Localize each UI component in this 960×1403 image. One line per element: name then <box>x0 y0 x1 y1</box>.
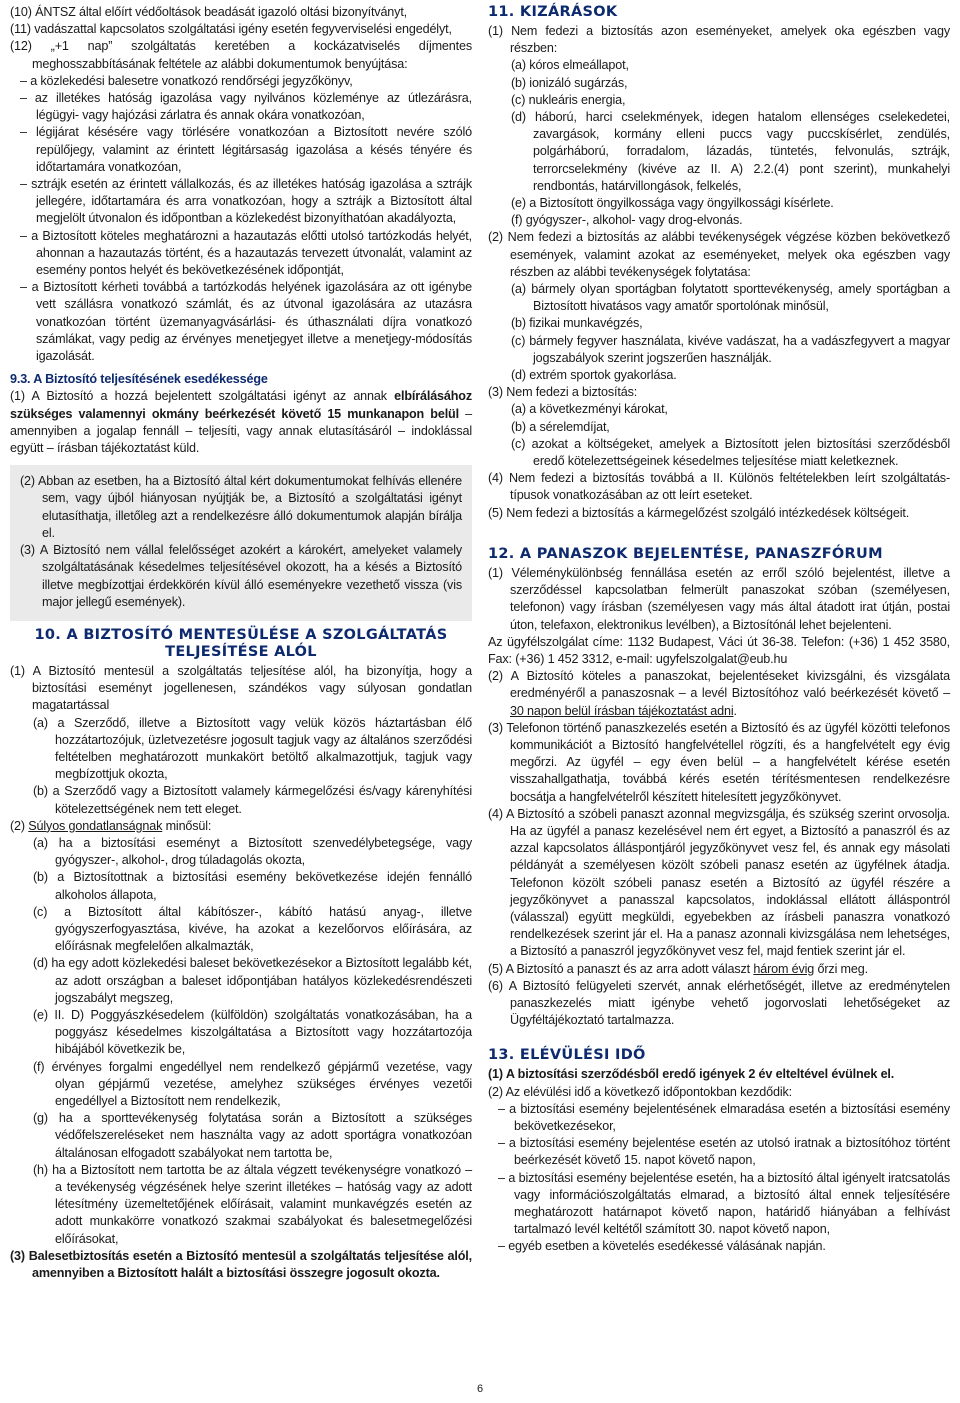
text-run: őrzi meg. <box>814 961 868 976</box>
section-11-paragraph-4: (4) Nem fedezi a biztosítás továbbá a II. Különös feltételekben leírt szolgáltatás-típusok vonatkozásában az ott leírt eseteket. <box>488 471 950 503</box>
section-12-paragraph-2 <box>488 668 950 720</box>
intro-item-12: (12) „+1 nap” szolgáltatás keretében a kockázatviselés díjmentes meghosszabbításának feltétele az alábbi dokumentumok benyújtása: <box>10 39 472 71</box>
section-13-dash-item: – a biztosítási esemény bejelentése esetén, ha a biztosító által igényelt iratcsatolás vagy információszolgáltatás elmarad, a biztosító által ennek teljesítésére meghatározott határnapot követő napon, határidő hiányában a felhívást tartalmazó levél keltétől számított 30. napot követő napon, <box>498 1170 950 1237</box>
section-13-heading: 13. ELÉVÜLÉSI IDŐ <box>488 1047 646 1064</box>
note-paragraph-3: (3) A Biztosító nem vállal felelősséget azokért a károkért, amelyeket valamely szolgáltatásának késedelmes teljesítésével okozott, ha a késés a Biztosító illetve megbízottjai érdekkörén kívül álló eseményekre vezethető vissza (vis major jellegű események). <box>20 543 462 609</box>
section-10-2-item: (g) ha a sporttevékenység folytatása során a Biztosított a szükséges védőfelszereléseket nem használta vagy az adott sportágra vonatkozóan általánosan elfogadott szabályokat nem tartotta be, <box>33 1111 472 1160</box>
section-11-1-item: (a) kóros elmeállapot, <box>511 58 629 73</box>
section-11-2-item: (c) bármely fegyver használata, kivéve vadászat, ha a vadászfegyvert a magyar jogszabályok szerint jogszerűen használják. <box>511 333 950 365</box>
section-11-heading: 11. KIZÁRÁSOK <box>488 4 618 20</box>
dash-item: – sztrájk esetén az érintett vállalkozás, és az illetékes hatóság igazolása a sztrájk jellegére, időtartamára és arra vonatkozóan, hogy a sztrájk a Biztosított által megjelölt útvonalon és időpontban a közlekedést bizonyíthatóan akadályozta, <box>20 177 472 226</box>
text-run: minősül: <box>162 818 212 833</box>
section-10-2-item: (a) ha a biztosítási eseményt a Biztosított szenvedélybetegsége, vagy gyógyszer-, alkohol-, drog túladagolás okozta, <box>33 835 472 868</box>
intro-item-11: (11) vadászattal kapcsolatos szolgáltatási igény esetén fegyverviselési engedélyt, <box>10 22 452 37</box>
section-10-paragraph-3: (3) Balesetbiztosítás esetén a Biztosító mentesül a szolgáltatás teljesítése alól, amennyiben a Biztosított halált a biztosítási összegre jogosult okozta. <box>10 1248 472 1281</box>
page-number: 6 <box>476 1383 484 1395</box>
section-13-paragraph-1: (1) A biztosítási szerződésből eredő igények 2 év elteltével évülnek el. <box>488 1067 895 1082</box>
section-11-1-item: (b) ionizáló sugárzás, <box>511 75 628 90</box>
underlined-term: Súlyos gondatlanságnak <box>28 818 163 833</box>
dash-item: – a közlekedési balesetre vonatkozó rendőrségi jegyzőkönyv, <box>20 73 353 88</box>
section-12-paragraph-6: (6) A Biztosító felügyeleti szervét, annak elérhetőségét, illetve az eredménytelen panaszkezelés miatt igénybe vehető jogorvoslati lehetőségeket az Ügyféltájékoztató tartalmazza. <box>488 978 950 1028</box>
text-run: (5) A Biztosító a panaszt és az arra adott választ <box>488 961 754 976</box>
section-10-paragraph-1: (1) A Biztosító mentesül a szolgáltatás teljesítése alól, ha bizonyítja, hogy a biztosítási eseményt jogellenesen, szándékos vagy súlyosan gondatlan magatartással <box>10 663 472 713</box>
section-12-paragraph-4: (4) A Biztosító a szóbeli panaszt azonnal megvizsgálja, és szükség szerint orvosolja. Ha az ügyfél a panasz kezelésével nem ért egyet, a Biztosító a panaszról és az azzal kapcsolatos álláspontjáról jegyzőkönyvet vesz fel, és annak egy másolati példányát a személyesen közölt szóbeli panasz esetén az ügyfélnek átadja. Telefonon közölt szóbeli panasz esetén a Biztosító az ügyfél részére a jegyzőkönyvet a panasszal kapcsolatos, indoklással ellátott álláspontról (válasszal) együtt megküldi, egyebekben az írásbeli panaszra vonatkozó rendelkezések szerint jár el. Ha a panasz azonnali kivizsgálása nem lehetséges, a Biztosító a panaszról jegyzőkönyvet vesz fel, majd fentiek szerint jár el. <box>488 806 950 959</box>
text-run: (1) A Biztosító a hozzá bejelentett szolgáltatási igényt az annak <box>10 389 395 404</box>
section-11-3-item: (a) a következményi károkat, <box>511 402 668 417</box>
note-paragraph-2: (2) Abban az esetben, ha a Biztosító által kért dokumentumokat felhívás ellenére sem, vagy újból hiányosan nyújtják be, a Biztosító a szolgáltatási igényt elutasíthatja, illetőleg azt a rendelkezésre álló dokumentumok alapján bírálja el. <box>20 474 462 540</box>
section-12-heading: 12. A PANASZOK BEJELENTÉSE, PANASZFÓRUM <box>488 545 883 562</box>
section-10-heading: 10. A BIZTOSÍTÓ MENTESÜLÉSE A SZOLGÁLTATÁS TELJESÍTÉSE ALÓL <box>34 626 448 660</box>
section-11-paragraph-5: (5) Nem fedezi a biztosítás a kármegelőzést szolgáló intézkedések költségeit. <box>488 505 910 520</box>
section-10-paragraph-2 <box>10 818 472 835</box>
section-10-2-item: (b) a Biztosítottnak a biztosítási esemény bekövetkezése idején fennálló alkoholos állapota, <box>33 870 472 902</box>
section-11-1-item: (c) nukleáris energia, <box>511 92 626 107</box>
section-10-item-b: (b) a Szerződő vagy a Biztosított valamely kármegelőzési és/vagy kárenyhítési kötelezettségének nem tett eleget. <box>33 784 472 816</box>
section-11-3-item: (c) azokat a költségeket, amelyek a Biztosított jelen biztosítási szerződésből eredő kötelezettségeinek késedelmes teljesítése miatt keletkeznek. <box>511 436 950 469</box>
note-box <box>10 465 472 621</box>
text-run: . <box>733 703 737 718</box>
dash-item: – az illetékes hatóság igazolása vagy nyilvános közleménye az útlezárásra, légügyi- vagy hajózási zárlatra és annak okára vonatkozóan, <box>20 91 472 123</box>
right-column <box>488 4 950 1256</box>
section-12-paragraph-5 <box>488 961 950 978</box>
emphasis-text: elbírálásához szükséges valamennyi okmány beérkezését követő 15 munkanapon belül <box>10 389 472 421</box>
left-column <box>10 4 472 1282</box>
section-11-paragraph-2: (2) Nem fedezi a biztosítás az alábbi tevékenységek végzése közben bekövetkező események, valamint azokat az eseményeket, melyek oka egészben vagy részben az alábbi tevékenységek folytatása: <box>488 230 950 279</box>
section-12-paragraph-1: (1) Véleménykülönbség fennállása esetén az erről szóló bejelentést, illetve a szerződéssel kapcsolatban felmerült panaszokat szóban (személyesen, telefonon) vagy írásban (személyesen vagy más által átadott irat útján, postai úton, telefaxon, elektronikus levélben), a Biztosítónál lehet bejelenteni. <box>488 565 950 632</box>
section-10-2-item: (c) a Biztosított által kábítószer-, kábító hatású anyag-, illetve gyógyszerfogyasztása, kivéve, ha azokat a kezelőorvos előírására, az előírásnak megfelelően alkalmazták, <box>33 904 472 954</box>
section-11-1-item: (e) a Biztosított öngyilkossága vagy öngyilkossági kísérlete. <box>511 196 834 211</box>
section-11-2-item: (b) fizikai munkavégzés, <box>511 316 643 331</box>
section-9-3-paragraph-1 <box>10 388 472 457</box>
underlined-term: 30 napon belül írásban tájékoztatást adni <box>510 703 734 718</box>
section-11-paragraph-3: (3) Nem fedezi a biztosítás: <box>488 385 638 400</box>
underlined-term: három évig <box>753 961 815 976</box>
section-13-paragraph-2: (2) Az elévülési idő a következő időpontokban kezdődik: <box>488 1084 792 1099</box>
text-run: – amennyiben a jogalap fennáll – teljesíti, vagy annak elutasításáról – indoklással együtt – írásban tájékoztatást küld. <box>10 406 473 456</box>
dash-item: – légijárat késésére vagy törlésére vonatkozóan a Biztosított nevére szóló repülőjegy, valamint az érintett légitársaság igazolása a késés tényére és időtartamára vonatkozóan, <box>20 125 472 174</box>
section-12-contact: Az ügyfélszolgálat címe: 1132 Budapest, Váci út 36-38. Telefon: (+36) 1 452 3580, Fax: (+36) 1 452 3312, e-mail: ugyfelszolgalat@eub.hu <box>488 634 950 666</box>
text-run: (2) <box>10 818 29 833</box>
section-13-dash-item: – a biztosítási esemény bejelentése esetén az utolsó iratnak a biztosítóhoz történt beérkezését követő 15. napot követő napon, <box>498 1136 950 1168</box>
section-11-3-item: (b) a sérelemdíjat, <box>511 419 610 434</box>
dash-item: – a Biztosított köteles meghatározni a hazautazás előtti utolsó tartózkodás helyét, ahonnan a hazautazás történt, és a hazautazás tervezett útvonalát, valamint az esemény pontos helyét és bekövetkezésének időpontját, <box>20 228 472 278</box>
section-10-2-item: (d) ha egy adott közlekedési baleset bekövetkezésekor a Biztosított legalább két, az adott országban a baleset időpontjában hatályos közlekedésrendészeti jogszabályt megszeg, <box>33 956 472 1005</box>
text-run: (2) A Biztosító köteles a panaszokat, bejelentéseket kivizsgálni, és vizsgálata eredményéről a panaszosnak – a levél Biztosítóhoz való beérkezését követő – <box>488 669 950 701</box>
section-11-2-item: (d) extrém sportok gyakorlása. <box>511 368 677 383</box>
section-10-2-item: (f) érvényes forgalmi engedéllyel nem rendelkező gépjármű vezetése, vagy olyan gépjármű vezetése, amelyhez szükséges érvényes vezetői engedéllyel a Biztosított nem rendelkezik, <box>33 1059 472 1108</box>
section-11-1-item: (d) háború, harci cselekmények, idegen hatalom ellenséges cselekedetei, zavargások, kormány elleni puccs vagy puccskísérlet, zendülés, polgárháború, forradalom, lázadás, tüntetés, felvonulás, sztrájk, terrorcselekmény (kivéve az II. A) 2.2.(4) pont szerint), munkahelyi rendbontás, határvillongások, felkelés, <box>511 110 950 193</box>
section-13-dash-item: – egyéb esetben a követelés esedékessé válásának napján. <box>498 1239 826 1254</box>
section-10-2-item: (h) ha a Biztosított nem tartotta be az általa végzett tevékenységre vonatkozó – a tevékenység végzésének helye szerint illetékes – hatóság vagy az adott létesítmény üzemeltetőjének előírásait, valamint munkavégzés esetén az adott munkakörre vonatkozó szakmai szabályokat és balesetmegelőzési előírásokat, <box>33 1162 472 1246</box>
dash-item: – a Biztosított kérheti továbbá a tartózkodás helyének igazolására az ott igénybe vett szállásra vonatkozó számlát, és az útvonal igazolására az utazásra vonatkozóan történt üzemanyagvásárlási- és úthasználati díjra vonatkozó számlákat, vagy pedig az érvényes menetjegyet illetve a menetjegy-módosítás igazolását. <box>20 280 472 364</box>
section-10-item-a: (a) a Szerződő, illetve a Biztosított vagy velük közös háztartásban élő hozzátartozójuk, üzletvezetésre jogosult tagjuk vagy az általános szerződési feltételben meghatározott munkakört betöltő alkalmazottjuk, tagjuk vagy megbízottjuk okozta, <box>33 715 472 782</box>
section-10-2-item: (e) II. D) Poggyászkésedelem (külföldön) szolgáltatás vonatkozásában, ha a poggyász késedelmes kiszolgáltatása a Biztosított vagy hozzátartozója hibájából következik be, <box>33 1007 472 1057</box>
section-11-paragraph-1: (1) Nem fedezi a biztosítás azon eseményeket, amelyek oka egészben vagy részben: <box>488 24 950 56</box>
section-9-3-heading: 9.3. A Biztosító teljesítésének esedékessége <box>10 372 268 387</box>
section-11-2-item: (a) bármely olyan sportágban folytatott sporttevékenység, amely sportágban a Biztosított hivatásos vagy amatőr sportolónak minősül, <box>511 282 950 314</box>
section-13-dash-item: – a biztosítási esemény bejelentésének elmaradása esetén a biztosítási esemény bekövetkezésekor, <box>498 1101 950 1133</box>
section-12-paragraph-3: (3) Telefonon történő panaszkezelés esetén a Biztosító és az ügyfél közötti telefonos kommunikációt a Biztosító hangfelvétellel rögzíti, és a hangfelvételt egy évig megőrzi. Az ügyfél – egy éven belül – a hangfelvételt kérése esetén visszahallgathatja, továbbá kérés esetén térítésmentesen rendelkezésre bocsátja a hangfelvételről készített hitelesített jegyzőkönyvet. <box>488 720 950 804</box>
intro-item-10: (10) ÁNTSZ által előírt védőoltások beadását igazoló oltási bizonyítványt, <box>10 5 408 19</box>
section-11-1-item: (f) gyógyszer-, alkohol- vagy drog-elvonás. <box>511 213 743 228</box>
